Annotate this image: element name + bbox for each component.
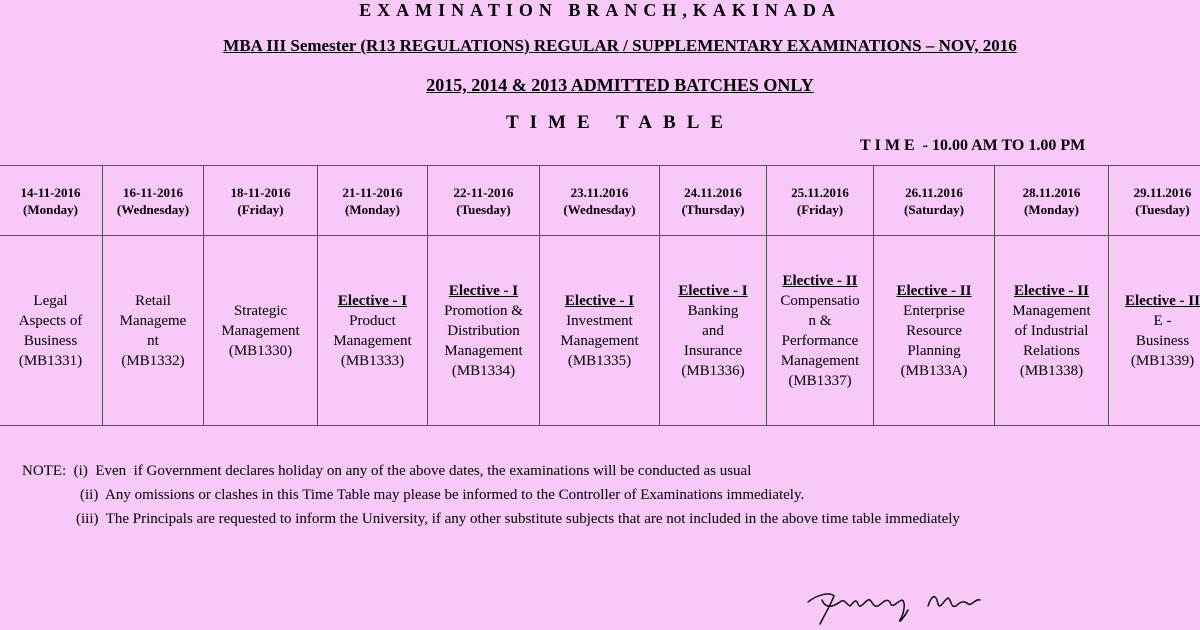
subject-line: (MB1334) (451, 362, 516, 379)
exam-date: 23.11.2016 (570, 184, 629, 200)
subject-cell (767, 236, 874, 426)
subject-line: (MB1336) (681, 362, 745, 379)
subject-line: (MB1335) (567, 352, 632, 369)
subject-line: Management (221, 322, 300, 339)
exam-date: 28.11.2016 (1022, 184, 1081, 200)
subject-cell (103, 236, 204, 426)
exam-day: (Wednesday) (563, 201, 636, 217)
subject-cell (318, 236, 428, 426)
subject-line: Business (23, 332, 78, 349)
subject-cell (1109, 236, 1200, 426)
exam-title: MBA III Semester (R13 REGULATIONS) REGULAR / SUPPLEMENTARY EXAMINATIONS – NOV, 2016 (223, 36, 1017, 55)
date-cell (103, 166, 204, 236)
exam-date: 16-11-2016 (123, 184, 183, 200)
exam-time (860, 137, 1085, 155)
date-cell (540, 166, 660, 236)
date-cell (0, 166, 103, 236)
subject-cell (874, 236, 995, 426)
date-row (0, 166, 1200, 236)
subject-line: (MB1337) (788, 372, 852, 389)
subject-line: of Industrial (1014, 322, 1089, 339)
date-cell (660, 166, 767, 236)
signature (800, 580, 990, 630)
notes-section (22, 459, 960, 531)
exam-day: (Monday) (345, 201, 400, 217)
exam-day: (Wednesday) (116, 201, 190, 217)
subject-line: (MB1338) (1019, 362, 1084, 379)
subject-cell (660, 236, 767, 426)
subject-line: Retail (135, 292, 171, 309)
subject-line: Insurance (683, 342, 743, 359)
subject-line: (MB1332) (121, 352, 185, 369)
subject-line: (MB1333) (340, 352, 405, 369)
subject-cell (0, 236, 103, 426)
subject-line: Banking (687, 302, 739, 319)
subject-line: E - (1153, 312, 1172, 329)
subject-line: Management (780, 352, 860, 369)
subject-cell (995, 236, 1109, 426)
subject-line: Resource (906, 322, 962, 339)
exam-date: 18-11-2016 (230, 184, 291, 200)
exam-day: (Monday) (23, 201, 78, 217)
note-3: (iii) The Principals are requested to inform the University, if any other substitute subjects that are not included in the above time table immediately (76, 511, 960, 527)
time-value: - 10.00 AM TO 1.00 PM (922, 137, 1086, 154)
subject-line: Performance (781, 332, 859, 349)
subject-line: Product (349, 312, 396, 329)
elective-label: Elective - II (896, 282, 972, 299)
elective-label: Elective - II (1125, 292, 1200, 309)
subject-line: Planning (907, 342, 961, 359)
subject-line: Relations (1023, 342, 1080, 359)
subject-line: nt (147, 332, 159, 349)
subject-line: (MB1331) (18, 352, 83, 369)
branch-heading: EXAMINATION BRANCH,KAKINADA (359, 0, 841, 20)
date-cell (204, 166, 318, 236)
elective-label: Elective - I (678, 282, 748, 299)
timetable-grid (0, 165, 1200, 426)
date-cell (874, 166, 995, 236)
subject-line: Management (333, 332, 412, 349)
note-2: (ii) Any omissions or clashes in this Time Table may please be informed to the Controller of Examinations immediately. (80, 487, 805, 503)
exam-date: 14-11-2016 (20, 184, 81, 200)
elective-label: Elective - II (1014, 282, 1089, 299)
subject-cell (540, 236, 660, 426)
subject-line: (MB133A) (900, 362, 968, 379)
subject-line: and (702, 322, 724, 339)
subject-cell (204, 236, 318, 426)
subject-line: Management (560, 332, 639, 349)
exam-day: (Tuesday) (456, 201, 511, 217)
elective-label: Elective - I (564, 292, 635, 309)
elective-label: Elective - I (337, 292, 408, 309)
subject-line: Promotion & (444, 302, 523, 319)
exam-day: (Friday) (237, 201, 284, 217)
subject-line: (MB1330) (228, 342, 293, 359)
exam-day: (Saturday) (904, 201, 964, 217)
date-cell (995, 166, 1109, 236)
exam-date: 26.11.2016 (905, 184, 963, 200)
exam-date: 22-11-2016 (453, 184, 514, 200)
exam-date: 29.11.2016 (1133, 184, 1192, 200)
exam-date: 24.11.2016 (684, 184, 742, 200)
subject-line: Distribution (447, 322, 520, 339)
date-cell (1109, 166, 1200, 236)
exam-day: (Thursday) (681, 201, 745, 217)
elective-label: Elective - II (782, 272, 858, 289)
subject-line: Manageme (119, 312, 187, 329)
date-cell (767, 166, 874, 236)
batches-heading: 2015, 2014 & 2013 ADMITTED BATCHES ONLY (426, 75, 814, 95)
subject-line: Business (1135, 332, 1190, 349)
note-1: NOTE: (i) Even if Government declares holiday on any of the above dates, the examinations will be conducted as usual (22, 463, 752, 479)
date-cell (318, 166, 428, 236)
exam-date: 21-11-2016 (342, 184, 403, 200)
date-cell (428, 166, 540, 236)
subject-line: Strategic (233, 302, 288, 319)
subject-cell (428, 236, 540, 426)
exam-day: (Friday) (796, 201, 844, 217)
subject-line: Management (444, 342, 523, 359)
subject-line: n & (808, 312, 832, 329)
subject-line: Aspects of (18, 312, 83, 329)
timetable-heading: TIME TABLE (505, 112, 735, 133)
exam-day: (Tuesday) (1135, 201, 1190, 217)
subject-line: Compensatio (780, 292, 860, 309)
subject-line: Investment (566, 312, 633, 329)
subject-line: (MB1339) (1130, 352, 1195, 369)
subject-line: Management (1012, 302, 1091, 319)
subject-line: Enterprise (903, 302, 965, 319)
time-label: TIME (860, 137, 919, 154)
subject-line: Legal (33, 292, 68, 309)
subject-row (0, 236, 1200, 426)
elective-label: Elective - I (448, 282, 519, 299)
exam-date: 25.11.2016 (791, 184, 849, 200)
exam-day: (Monday) (1024, 201, 1079, 217)
